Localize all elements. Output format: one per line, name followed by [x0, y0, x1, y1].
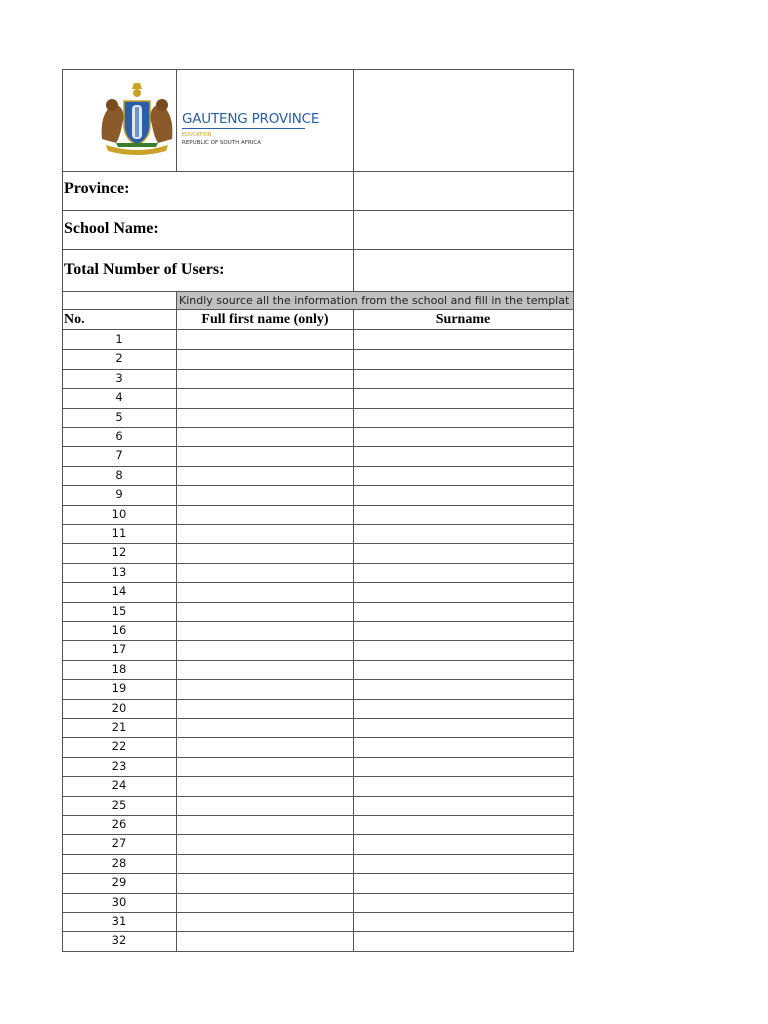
surname-cell[interactable]: [354, 854, 573, 873]
first-name-cell[interactable]: [177, 505, 353, 524]
surname-cell[interactable]: [354, 582, 573, 601]
surname-cell[interactable]: [354, 834, 573, 853]
row-number: 15: [111, 603, 127, 618]
instruction-bottom-border: [62, 309, 573, 310]
surname-cell[interactable]: [354, 815, 573, 834]
right-border: [573, 69, 574, 952]
first-name-cell[interactable]: [177, 582, 353, 601]
row-number: 23: [111, 758, 127, 773]
surname-cell[interactable]: [354, 621, 573, 640]
row-number: 16: [111, 623, 127, 637]
surname-cell[interactable]: [354, 330, 573, 349]
first-name-cell[interactable]: [177, 466, 353, 485]
row-border: [62, 951, 573, 952]
row-number: 25: [111, 797, 127, 812]
surname-cell[interactable]: [354, 757, 573, 776]
row-number: 9: [115, 487, 123, 502]
row-number: 24: [111, 778, 127, 793]
row-number: 26: [111, 817, 127, 831]
row-number: 30: [111, 894, 127, 909]
row-number: 31: [111, 914, 127, 928]
total-users-value-field[interactable]: [353, 250, 573, 290]
first-name-cell[interactable]: [177, 621, 353, 640]
row-number: 18: [111, 661, 127, 676]
row-number: 27: [111, 836, 127, 851]
logo-country: REPUBLIC OF SOUTH AFRICA: [182, 140, 261, 146]
surname-cell[interactable]: [354, 446, 573, 465]
surname-cell[interactable]: [354, 660, 573, 679]
first-name-cell[interactable]: [177, 330, 353, 349]
surname-cell[interactable]: [354, 524, 573, 543]
first-name-cell[interactable]: [177, 718, 353, 737]
province-label: Province:: [64, 180, 130, 197]
instruction-note: Kindly source all the information from the school and fill in the templat: [177, 292, 573, 309]
surname-cell[interactable]: [354, 602, 573, 621]
logo-text: [182, 111, 352, 146]
row-number: 4: [115, 390, 123, 405]
first-name-cell[interactable]: [177, 563, 353, 582]
surname-cell[interactable]: [354, 369, 573, 388]
first-name-cell[interactable]: [177, 369, 353, 388]
surname-cell[interactable]: [354, 543, 573, 562]
logo-underline: [182, 128, 305, 129]
first-name-cell[interactable]: [177, 679, 353, 698]
row-number: 6: [115, 429, 123, 443]
first-name-cell[interactable]: [177, 660, 353, 679]
row-number: 14: [111, 584, 127, 599]
row-number: 8: [115, 467, 123, 482]
column-header-first-name: Full first name (only): [201, 312, 329, 327]
logo-bottom-border: [62, 171, 573, 172]
first-name-cell[interactable]: [177, 796, 353, 815]
value-divider: [353, 69, 354, 291]
surname-cell[interactable]: [354, 699, 573, 718]
first-name-cell[interactable]: [177, 446, 353, 465]
row-number: 2: [115, 351, 123, 366]
row-number: 12: [111, 545, 127, 560]
surname-cell[interactable]: [354, 679, 573, 698]
surname-cell[interactable]: [354, 466, 573, 485]
first-name-cell[interactable]: [177, 931, 353, 950]
first-name-cell[interactable]: [177, 485, 353, 504]
first-name-cell[interactable]: [177, 408, 353, 427]
school-name-label: School Name:: [64, 220, 159, 237]
row-number: 17: [111, 642, 127, 657]
total-users-label: Total Number of Users:: [64, 261, 225, 278]
surname-cell[interactable]: [354, 388, 573, 407]
row-number: 22: [111, 739, 127, 754]
surname-cell[interactable]: [354, 796, 573, 815]
province-bottom-border: [62, 210, 573, 211]
first-name-cell[interactable]: [177, 543, 353, 562]
first-name-cell[interactable]: [177, 737, 353, 756]
row-number: 21: [111, 720, 127, 734]
first-name-cell[interactable]: [177, 699, 353, 718]
first-name-cell[interactable]: [177, 427, 353, 446]
row-number: 5: [115, 409, 123, 424]
row-number: 28: [111, 855, 127, 870]
surname-cell[interactable]: [354, 349, 573, 368]
first-name-cell[interactable]: [177, 912, 353, 931]
school-name-value-field[interactable]: [353, 211, 573, 249]
surname-cell[interactable]: [354, 737, 573, 756]
first-name-cell[interactable]: [177, 640, 353, 659]
surname-cell[interactable]: [354, 640, 573, 659]
surname-cell[interactable]: [354, 776, 573, 795]
first-name-cell[interactable]: [177, 854, 353, 873]
surname-cell[interactable]: [354, 408, 573, 427]
top-border: [62, 69, 573, 70]
surname-cell[interactable]: [354, 485, 573, 504]
first-name-cell[interactable]: [177, 524, 353, 543]
province-value-field[interactable]: [353, 172, 573, 210]
row-number: 10: [111, 506, 127, 521]
row-number: 3: [115, 370, 123, 385]
logo-title: GAUTENG PROVINCE: [182, 111, 320, 127]
column-header-surname: Surname: [435, 312, 491, 327]
surname-cell[interactable]: [354, 505, 573, 524]
first-name-cell[interactable]: [177, 873, 353, 892]
surname-cell[interactable]: [354, 912, 573, 931]
row-number: 11: [111, 526, 127, 540]
total-bottom-border: [62, 291, 573, 292]
surname-cell[interactable]: [354, 931, 573, 950]
first-name-cell[interactable]: [177, 776, 353, 795]
surname-cell[interactable]: [354, 563, 573, 582]
first-name-cell[interactable]: [177, 815, 353, 834]
column-header-no: No.: [64, 312, 85, 327]
surname-cell[interactable]: [354, 427, 573, 446]
first-name-cell[interactable]: [177, 757, 353, 776]
surname-cell[interactable]: [354, 893, 573, 912]
logo-divider: [176, 69, 177, 171]
row-number: 1: [115, 332, 123, 346]
row-number: 29: [111, 875, 127, 890]
surname-cell[interactable]: [354, 873, 573, 892]
logo-department: EDUCATION: [182, 132, 212, 138]
first-name-cell[interactable]: [177, 602, 353, 621]
row-number: 19: [111, 681, 127, 696]
first-name-cell[interactable]: [177, 834, 353, 853]
row-number: 20: [111, 700, 127, 715]
first-name-cell[interactable]: [177, 388, 353, 407]
first-name-cell[interactable]: [177, 893, 353, 912]
coat-of-arms-icon: [96, 79, 178, 155]
school-bottom-border: [62, 249, 573, 250]
row-number: 32: [111, 933, 127, 948]
first-name-cell[interactable]: [177, 349, 353, 368]
surname-cell[interactable]: [354, 718, 573, 737]
row-number: 13: [111, 564, 127, 579]
row-number: 7: [115, 448, 123, 463]
